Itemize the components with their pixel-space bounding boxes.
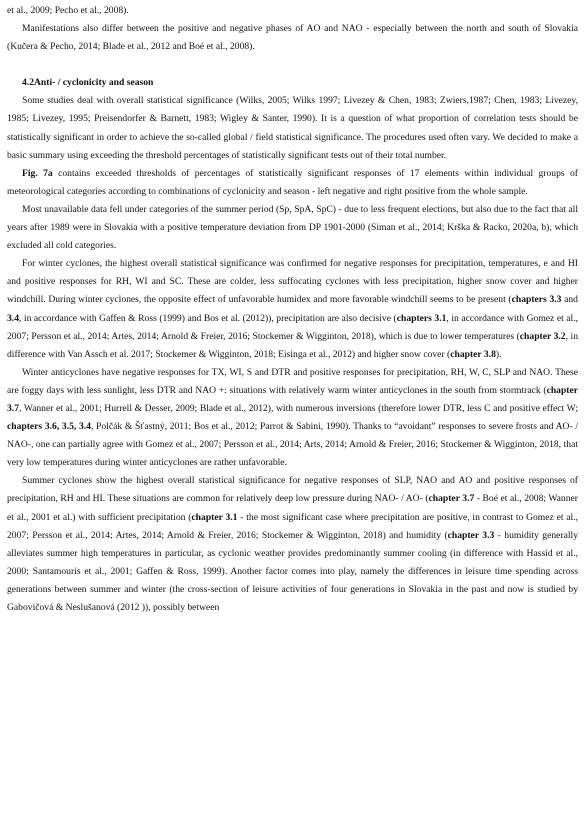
bold-reference: chapters 3.3 — [511, 294, 562, 306]
text-run: ). — [495, 348, 502, 360]
bold-reference: chapter 3.2 — [519, 330, 566, 342]
text-run: Manifestations also differ between the positive and negative phases of AO and NAO - especially between the north and south of Slovakia (Kučera & Pecho, 2014; Blade et al., 2012 and Boé et al., 2008). — [7, 23, 578, 53]
text-run: et al., 2009; Pecho et al., 2008). — [7, 5, 129, 16]
paragraph-4 — [7, 201, 578, 255]
bold-reference: chapter 3.7 — [428, 493, 475, 505]
paragraph-6 — [7, 364, 578, 473]
text-run: - Boé et al., 2008; Wanner et al., 2001 et al.) with sufficient precipitation ( — [7, 493, 578, 523]
bold-reference: 3.4 — [7, 312, 19, 324]
paragraph-3 — [7, 165, 578, 201]
text-run: contains exceeded thresholds of percentages of statistically significant responses of 17 elements within individual groups of meteorological categories according to combinations of cyclonicity and season - left negative and right positive from the whole sample. — [7, 167, 579, 197]
section-spacer — [7, 56, 578, 74]
paragraph-1 — [7, 20, 578, 56]
text-run: - the most significant case where precipitation are positive, in contrast to Gomez et al., 2007; Persson et al., 2014; Artes, 2014; Arnold & Freier, 2016; Stockemer & Wigginton, 2018) and humidity ( — [7, 511, 579, 541]
text-run: Winter anticyclones have negative responses for TX, WI, S and DTR and positive responses for precipitation, RH, W, C, SLP and NAO. These are foggy days with less sunlight, less DTR and NAO +: situations with relatively warm winter anticyclones in the south from stormtrack ( — [7, 366, 578, 396]
bold-reference: Fig. 7a — [22, 167, 53, 179]
text-run: , in accordance with Gomez et al., 2007; Persson et al., 2014; Artes, 2014; Arnold & Freier, 2016; Stockemer & Wigginton, 2018), which is due to lower temperatures ( — [7, 312, 579, 342]
paragraph-0 — [7, 2, 578, 20]
paragraph-7 — [7, 472, 578, 617]
bold-reference: chapter 3.8 — [450, 348, 496, 360]
paragraph-2 — [7, 92, 578, 164]
text-run: , Wanner et al., 2001; Hurrell & Desser, 2009; Blade et al., 2012), with numerous inversions (therefore lower DTR, less C and positive effect W; — [19, 402, 578, 414]
text-run: Some studies deal with overall statistical significance (Wilks, 2005; Wilks 1997; Livezey & Chen, 1983; Zwiers,1987; Chen, 1983; Livezey, 1985; Livezey, 1995; Preisendorfer & Barnett, 1983; Wigley & Santer, 1990). It is a question of what proportion of correlation tests should be statistically significant in order to achieve the so-called global / field statistical significance. The procedures used often vary. We decided to make a basic summary using exceeding the threshold percentages of statistically significant tests out of their total number. — [7, 95, 578, 161]
paragraph-5 — [7, 255, 578, 364]
section-heading: 4.2Anti- / cyclonicity and season — [22, 77, 154, 89]
text-run: Most unavailable data fell under categories of the summer period (Sp, SpA, SpC) - due to less frequent elections, but also due to the fact that all years after 1989 were in Slovakia with a positive temperature deviation from DP 1901-2000 (Siman et al., 2014; Krška & Racko, 2020a, b), which excluded all cold categories. — [7, 203, 578, 252]
bold-reference: chapters 3.1 — [396, 312, 447, 324]
text-run: , Polčák & Šťastný, 2011; Bos et al., 2012; Parrot & Sabini, 1990). Thanks to “avoidant” responses to severe frosts and AO- / NAO-, one can partially agree with Gomez et al., 2007; Persson et al., 2014; Arts, 2014; Arnold & Freier, 2016; Stockemer & Wigginton, 2018, that very low temperatures during winter anticyclones are rather unfavorable. — [7, 421, 579, 469]
text-run: Summer cyclones show the highest overall statistical significance for negative responses of SLP, NAO and AO and positive responses of precipitation, RH and HI. These situations are common for relatively deep low pressure during NAO- / AO- ( — [7, 475, 578, 505]
text-run: For winter cyclones, the highest overall statistical significance was confirmed for negative responses for precipitation, temperatures, e and HI and positive responses for RH, WI and SC. These are colder, less suffocating cyclones with less precipitation, higher snow cover and higher windchill. During winter cyclones, the opposite effect of unfavorable humidex and more favorable windchill seems to be present ( — [7, 258, 578, 306]
bold-reference: chapters 3.6, 3.5, 3.4 — [7, 421, 91, 433]
text-run: and — [561, 294, 578, 306]
text-run: , in difference with Van Assch et al. 2017; Stockemer & Wigginton, 2018; Eisinga et al., 2012) and higher snow cover ( — [7, 330, 578, 360]
bold-reference: chapter 3.1 — [191, 511, 238, 523]
bold-reference: chapter 3.7 — [7, 384, 578, 414]
bold-reference: chapter 3.3 — [447, 529, 495, 541]
text-run: - humidity generally alleviates summer high temperatures in particular, as cyclonic weather provides predominantly summer cooling (in difference with Hassid et al., 2000; Santamouris et al., 2001; Gaffen & Ross, 1999). Another factor comes into play, namely the differences in leisure time spending across generations between summer and winter (the cross-section of leisure activities of four generations in Slovakia in the past and now is studied by Gabovičová & Neslušanová (2012 )), possibly between — [7, 529, 578, 613]
text-run: , in accordance with Gaffen & Ross (1999) and Bos et al. (2012)), precipitation are also decisive ( — [19, 312, 397, 324]
